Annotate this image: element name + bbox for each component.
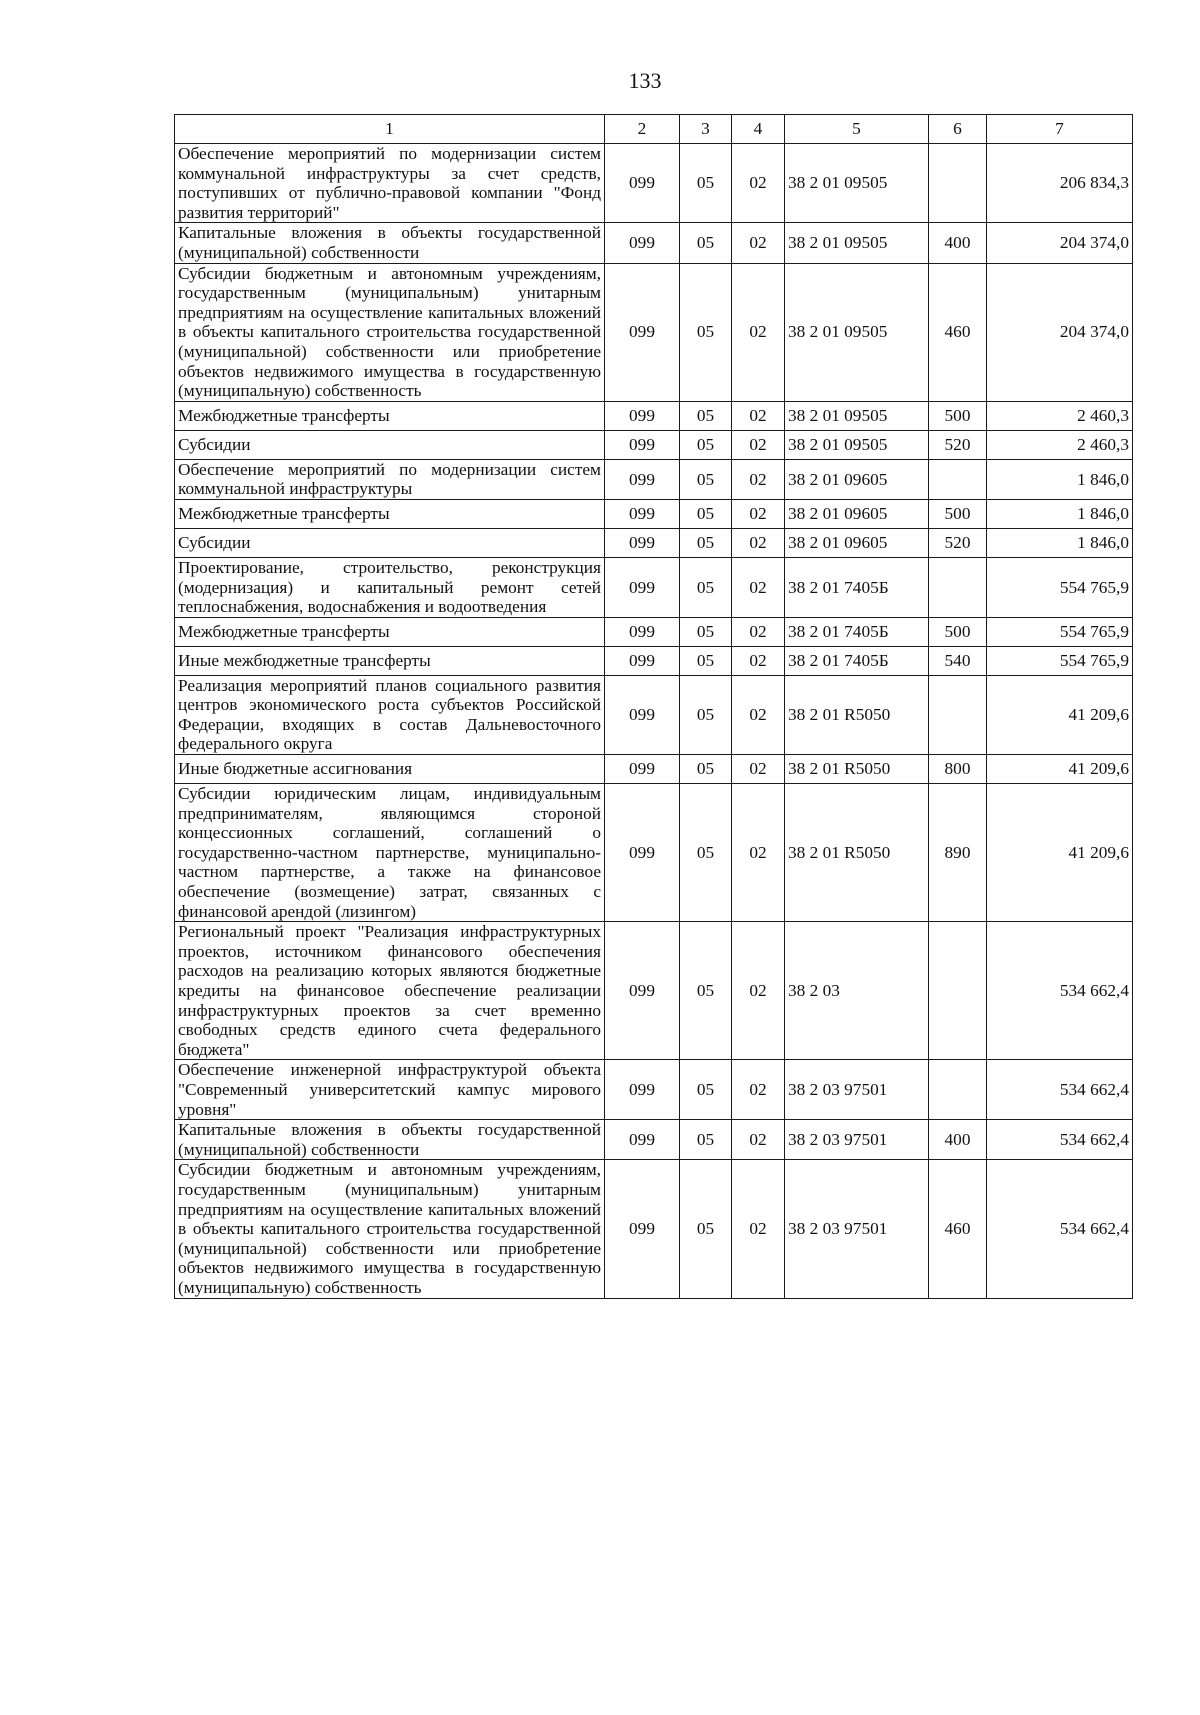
row-expense-type xyxy=(929,675,987,754)
table-row xyxy=(175,1160,1133,1298)
row-expense-type: 460 xyxy=(929,263,987,401)
row-ministry-code: 099 xyxy=(605,263,680,401)
header-col-2: 2 xyxy=(605,115,680,144)
row-ministry-code: 099 xyxy=(605,922,680,1060)
row-ministry-code: 099 xyxy=(605,1160,680,1298)
row-subsection-code: 02 xyxy=(732,675,785,754)
row-ministry-code: 099 xyxy=(605,528,680,557)
row-section-code: 05 xyxy=(680,223,732,263)
row-name: Межбюджетные трансферты xyxy=(175,617,605,646)
row-name: Капитальные вложения в объекты государственной (муниципальной) собственности xyxy=(175,223,605,263)
row-subsection-code: 02 xyxy=(732,922,785,1060)
row-ministry-code: 099 xyxy=(605,223,680,263)
row-subsection-code: 02 xyxy=(732,1160,785,1298)
row-section-code: 05 xyxy=(680,459,732,499)
row-target-code: 38 2 01 09505 xyxy=(785,430,929,459)
row-expense-type xyxy=(929,922,987,1060)
header-col-1: 1 xyxy=(175,115,605,144)
row-target-code: 38 2 01 09505 xyxy=(785,144,929,223)
row-section-code: 05 xyxy=(680,755,732,784)
row-amount: 554 765,9 xyxy=(987,646,1133,675)
row-expense-type: 520 xyxy=(929,528,987,557)
row-expense-type: 540 xyxy=(929,646,987,675)
row-amount: 534 662,4 xyxy=(987,1160,1133,1298)
table-row xyxy=(175,675,1133,754)
row-amount: 554 765,9 xyxy=(987,617,1133,646)
row-target-code: 38 2 01 09605 xyxy=(785,499,929,528)
table-body xyxy=(175,144,1133,1299)
row-section-code: 05 xyxy=(680,528,732,557)
row-section-code: 05 xyxy=(680,430,732,459)
table-row xyxy=(175,646,1133,675)
row-name: Обеспечение мероприятий по модернизации систем коммунальной инфраструктуры за счет средств, поступивших от публично-правовой компании "Фонд развития территорий" xyxy=(175,144,605,223)
table-row xyxy=(175,755,1133,784)
row-target-code: 38 2 01 09505 xyxy=(785,263,929,401)
row-expense-type: 890 xyxy=(929,784,987,922)
row-amount: 206 834,3 xyxy=(987,144,1133,223)
row-ministry-code: 099 xyxy=(605,401,680,430)
row-name: Субсидии бюджетным и автономным учреждениям, государственным (муниципальным) унитарным предприятиям на осуществление капитальных вложений в объекты капитального строительства государственной (муниципальной) собственности или приобретение объектов недвижимого имущества в государственную (муниципальную) собственность xyxy=(175,263,605,401)
row-subsection-code: 02 xyxy=(732,499,785,528)
row-amount: 41 209,6 xyxy=(987,784,1133,922)
table-row xyxy=(175,528,1133,557)
row-ministry-code: 099 xyxy=(605,557,680,617)
row-amount: 204 374,0 xyxy=(987,223,1133,263)
row-expense-type: 500 xyxy=(929,617,987,646)
row-target-code: 38 2 03 xyxy=(785,922,929,1060)
row-expense-type: 460 xyxy=(929,1160,987,1298)
table-row xyxy=(175,263,1133,401)
row-subsection-code: 02 xyxy=(732,646,785,675)
row-amount: 41 209,6 xyxy=(987,755,1133,784)
row-subsection-code: 02 xyxy=(732,755,785,784)
row-amount: 534 662,4 xyxy=(987,1060,1133,1120)
row-name: Субсидии xyxy=(175,430,605,459)
row-name: Иные бюджетные ассигнования xyxy=(175,755,605,784)
row-ministry-code: 099 xyxy=(605,617,680,646)
row-name: Обеспечение инженерной инфраструктурой объекта "Современный университетский кампус мирового уровня" xyxy=(175,1060,605,1120)
row-target-code: 38 2 01 7405Б xyxy=(785,617,929,646)
row-target-code: 38 2 03 97501 xyxy=(785,1160,929,1298)
row-ministry-code: 099 xyxy=(605,144,680,223)
table-row xyxy=(175,499,1133,528)
row-subsection-code: 02 xyxy=(732,784,785,922)
row-amount: 41 209,6 xyxy=(987,675,1133,754)
row-target-code: 38 2 03 97501 xyxy=(785,1060,929,1120)
header-col-4: 4 xyxy=(732,115,785,144)
header-row xyxy=(175,115,1133,144)
row-ministry-code: 099 xyxy=(605,430,680,459)
row-section-code: 05 xyxy=(680,784,732,922)
table-row xyxy=(175,144,1133,223)
row-target-code: 38 2 01 7405Б xyxy=(785,646,929,675)
row-amount: 534 662,4 xyxy=(987,1120,1133,1160)
row-name: Субсидии юридическим лицам, индивидуальным предпринимателям, являющимся стороной концессионных соглашений, соглашений о государственно-частном партнерстве, муниципально-частном партнерстве, а также на финансовое обеспечение (возмещение) затрат, связанных с финансовой арендой (лизингом) xyxy=(175,784,605,922)
table-row xyxy=(175,1120,1133,1160)
row-section-code: 05 xyxy=(680,646,732,675)
row-ministry-code: 099 xyxy=(605,499,680,528)
table-row xyxy=(175,617,1133,646)
row-target-code: 38 2 01 R5050 xyxy=(785,675,929,754)
row-target-code: 38 2 01 R5050 xyxy=(785,784,929,922)
row-subsection-code: 02 xyxy=(732,617,785,646)
row-amount: 2 460,3 xyxy=(987,430,1133,459)
row-section-code: 05 xyxy=(680,675,732,754)
row-name: Субсидии xyxy=(175,528,605,557)
row-expense-type: 400 xyxy=(929,1120,987,1160)
row-amount: 1 846,0 xyxy=(987,459,1133,499)
row-section-code: 05 xyxy=(680,922,732,1060)
row-section-code: 05 xyxy=(680,263,732,401)
row-subsection-code: 02 xyxy=(732,430,785,459)
row-section-code: 05 xyxy=(680,557,732,617)
row-amount: 2 460,3 xyxy=(987,401,1133,430)
header-col-6: 6 xyxy=(929,115,987,144)
row-section-code: 05 xyxy=(680,1160,732,1298)
row-name: Иные межбюджетные трансферты xyxy=(175,646,605,675)
table-row xyxy=(175,401,1133,430)
header-col-7: 7 xyxy=(987,115,1133,144)
row-target-code: 38 2 01 09505 xyxy=(785,223,929,263)
row-subsection-code: 02 xyxy=(732,528,785,557)
row-expense-type: 500 xyxy=(929,401,987,430)
row-expense-type: 400 xyxy=(929,223,987,263)
table-row xyxy=(175,459,1133,499)
row-amount: 554 765,9 xyxy=(987,557,1133,617)
row-ministry-code: 099 xyxy=(605,675,680,754)
table-row xyxy=(175,1060,1133,1120)
row-target-code: 38 2 01 R5050 xyxy=(785,755,929,784)
row-ministry-code: 099 xyxy=(605,646,680,675)
table-row xyxy=(175,784,1133,922)
row-expense-type xyxy=(929,1060,987,1120)
row-amount: 1 846,0 xyxy=(987,528,1133,557)
table-row xyxy=(175,922,1133,1060)
row-name: Субсидии бюджетным и автономным учреждениям, государственным (муниципальным) унитарным предприятиям на осуществление капитальных вложений в объекты капитального строительства государственной (муниципальной) собственности или приобретение объектов недвижимого имущества в государственную (муниципальную) собственность xyxy=(175,1160,605,1298)
row-subsection-code: 02 xyxy=(732,223,785,263)
row-name: Реализация мероприятий планов социального развития центров экономического роста субъектов Российской Федерации, входящих в состав Дальневосточного федерального округа xyxy=(175,675,605,754)
row-subsection-code: 02 xyxy=(732,144,785,223)
table-row xyxy=(175,557,1133,617)
row-section-code: 05 xyxy=(680,1120,732,1160)
row-ministry-code: 099 xyxy=(605,1060,680,1120)
row-subsection-code: 02 xyxy=(732,401,785,430)
row-target-code: 38 2 03 97501 xyxy=(785,1120,929,1160)
row-amount: 534 662,4 xyxy=(987,922,1133,1060)
row-target-code: 38 2 01 09605 xyxy=(785,528,929,557)
row-ministry-code: 099 xyxy=(605,784,680,922)
row-target-code: 38 2 01 09605 xyxy=(785,459,929,499)
budget-table xyxy=(174,114,1133,1299)
row-name: Региональный проект "Реализация инфраструктурных проектов, источником финансового обеспечения расходов на реализацию которых являются бюджетные кредиты на финансовое обеспечение реализации инфраструктурных проектов за счет временно свободных средств единого счета федерального бюджета" xyxy=(175,922,605,1060)
row-ministry-code: 099 xyxy=(605,1120,680,1160)
row-subsection-code: 02 xyxy=(732,263,785,401)
row-subsection-code: 02 xyxy=(732,1120,785,1160)
row-name: Межбюджетные трансферты xyxy=(175,401,605,430)
header-col-5: 5 xyxy=(785,115,929,144)
row-subsection-code: 02 xyxy=(732,459,785,499)
row-name: Межбюджетные трансферты xyxy=(175,499,605,528)
row-section-code: 05 xyxy=(680,1060,732,1120)
row-expense-type xyxy=(929,459,987,499)
row-section-code: 05 xyxy=(680,617,732,646)
row-section-code: 05 xyxy=(680,499,732,528)
row-amount: 1 846,0 xyxy=(987,499,1133,528)
row-section-code: 05 xyxy=(680,401,732,430)
row-amount: 204 374,0 xyxy=(987,263,1133,401)
row-name: Обеспечение мероприятий по модернизации систем коммунальной инфраструктуры xyxy=(175,459,605,499)
row-expense-type: 520 xyxy=(929,430,987,459)
header-col-3: 3 xyxy=(680,115,732,144)
row-target-code: 38 2 01 09505 xyxy=(785,401,929,430)
row-name: Капитальные вложения в объекты государственной (муниципальной) собственности xyxy=(175,1120,605,1160)
row-expense-type xyxy=(929,144,987,223)
table-row xyxy=(175,430,1133,459)
row-expense-type: 500 xyxy=(929,499,987,528)
row-name: Проектирование, строительство, реконструкция (модернизация) и капитальный ремонт сетей теплоснабжения, водоснабжения и водоотведения xyxy=(175,557,605,617)
row-expense-type xyxy=(929,557,987,617)
page-number: 133 xyxy=(628,68,662,93)
row-subsection-code: 02 xyxy=(732,557,785,617)
row-ministry-code: 099 xyxy=(605,755,680,784)
row-subsection-code: 02 xyxy=(732,1060,785,1120)
table-row xyxy=(175,223,1133,263)
row-section-code: 05 xyxy=(680,144,732,223)
row-ministry-code: 099 xyxy=(605,459,680,499)
row-expense-type: 800 xyxy=(929,755,987,784)
row-target-code: 38 2 01 7405Б xyxy=(785,557,929,617)
